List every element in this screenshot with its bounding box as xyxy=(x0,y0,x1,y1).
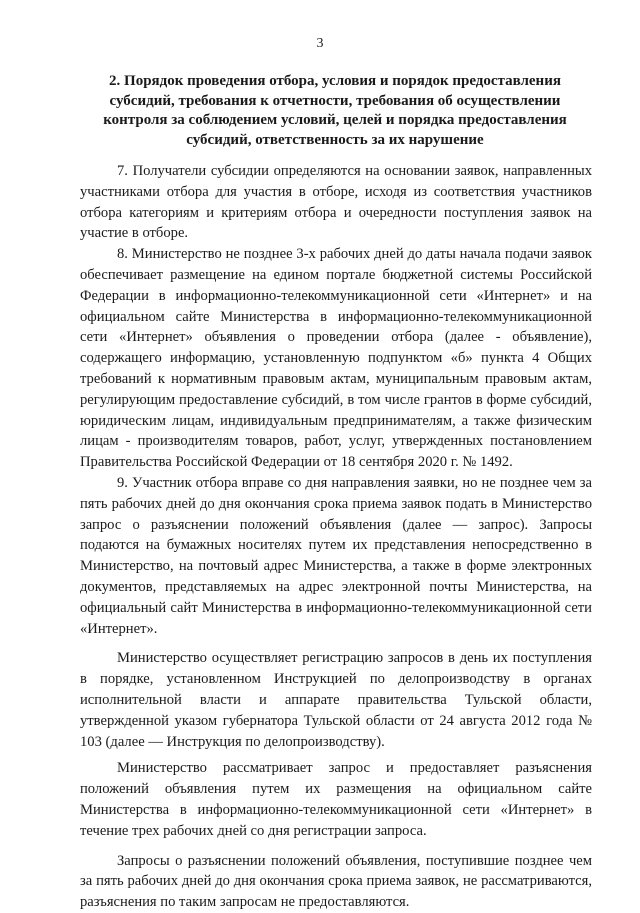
page-number: 3 xyxy=(316,36,324,51)
document-body xyxy=(80,161,592,913)
paragraph-7: 7. Получатели субсидии определяются на основании заявок, направленных участниками отбора для участия в отборе, исходя из соответствия участников отбора категориям и критериям отбора и очередности поступления заявок на участие в отборе. xyxy=(80,163,592,242)
paragraph-9: 9. Участник отбора вправе со дня направления заявки, но не позднее чем за пять рабочих дней до дня окончания срока приема заявок подать в Министерство запрос о разъяснении положений объявления (далее — запрос). Запросы подаются на бумажных носителях путем их представления непосредственно в Министерство, на почтовый адрес Министерства, а также в форме электронных документов, представляемых на адрес электронной почты Министерства, на официальный сайт Министерства в информационно-телекоммуникационной сети «Интернет». xyxy=(80,474,592,637)
paragraph-8: 8. Министерство не позднее 3-х рабочих дней до даты начала подачи заявок обеспечивает размещение на едином портале бюджетной системы Российской Федерации в информационно-телекоммуникационной сети «Интернет» и на официальном сайте Министерства в информационно-телекоммуникационной сети «Интернет» объявления о проведении отбора (далее - объявление), содержащего информацию, установленную подпунктом «б» пункта 4 Общих требований к нормативным правовым актам, муниципальным правовым актам, регулирующим предоставление субсидий, в том числе грантов в форме субсидий, юридическим лицам, индивидуальным предпринимателям, а также физическим лицам - производителям товаров, работ, услуг, утвержденных постановлением Правительства Российской Федерации от 18 сентября 2020 г. № 1492. xyxy=(80,246,592,471)
paragraph-late-requests: Запросы о разъяснении положений объявления, поступившие позднее чем за пять рабочих дней до дня окончания срока приема заявок, не рассматриваются, разъяснения по таким запросам не предоставляются. xyxy=(80,852,592,911)
paragraph-clarification: Министерство рассматривает запрос и предоставляет разъяснения положений объявления путем их размещения на официальном сайте Министерства в информационно-телекоммуникационной сети «Интернет» в течение трех рабочих дней со дня регистрации запроса. xyxy=(80,760,592,839)
section-heading: 2. Порядок проведения отбора, условия и порядок предоставления субсидий, требования к отчетности, требования об осуществлении контроля за соблюдением условий, целей и порядка предоставления субсидий, ответственность за их нарушение xyxy=(103,73,567,148)
paragraph-registration: Министерство осуществляет регистрацию запросов в день их поступления в порядке, установленном Инструкцией по делопроизводству в органах исполнительной власти и аппарате правительства Тульской области, утвержденной указом губернатора Тульской области от 24 августа 2012 года № 103 (далее — Инструкция по делопроизводству). xyxy=(80,650,592,750)
